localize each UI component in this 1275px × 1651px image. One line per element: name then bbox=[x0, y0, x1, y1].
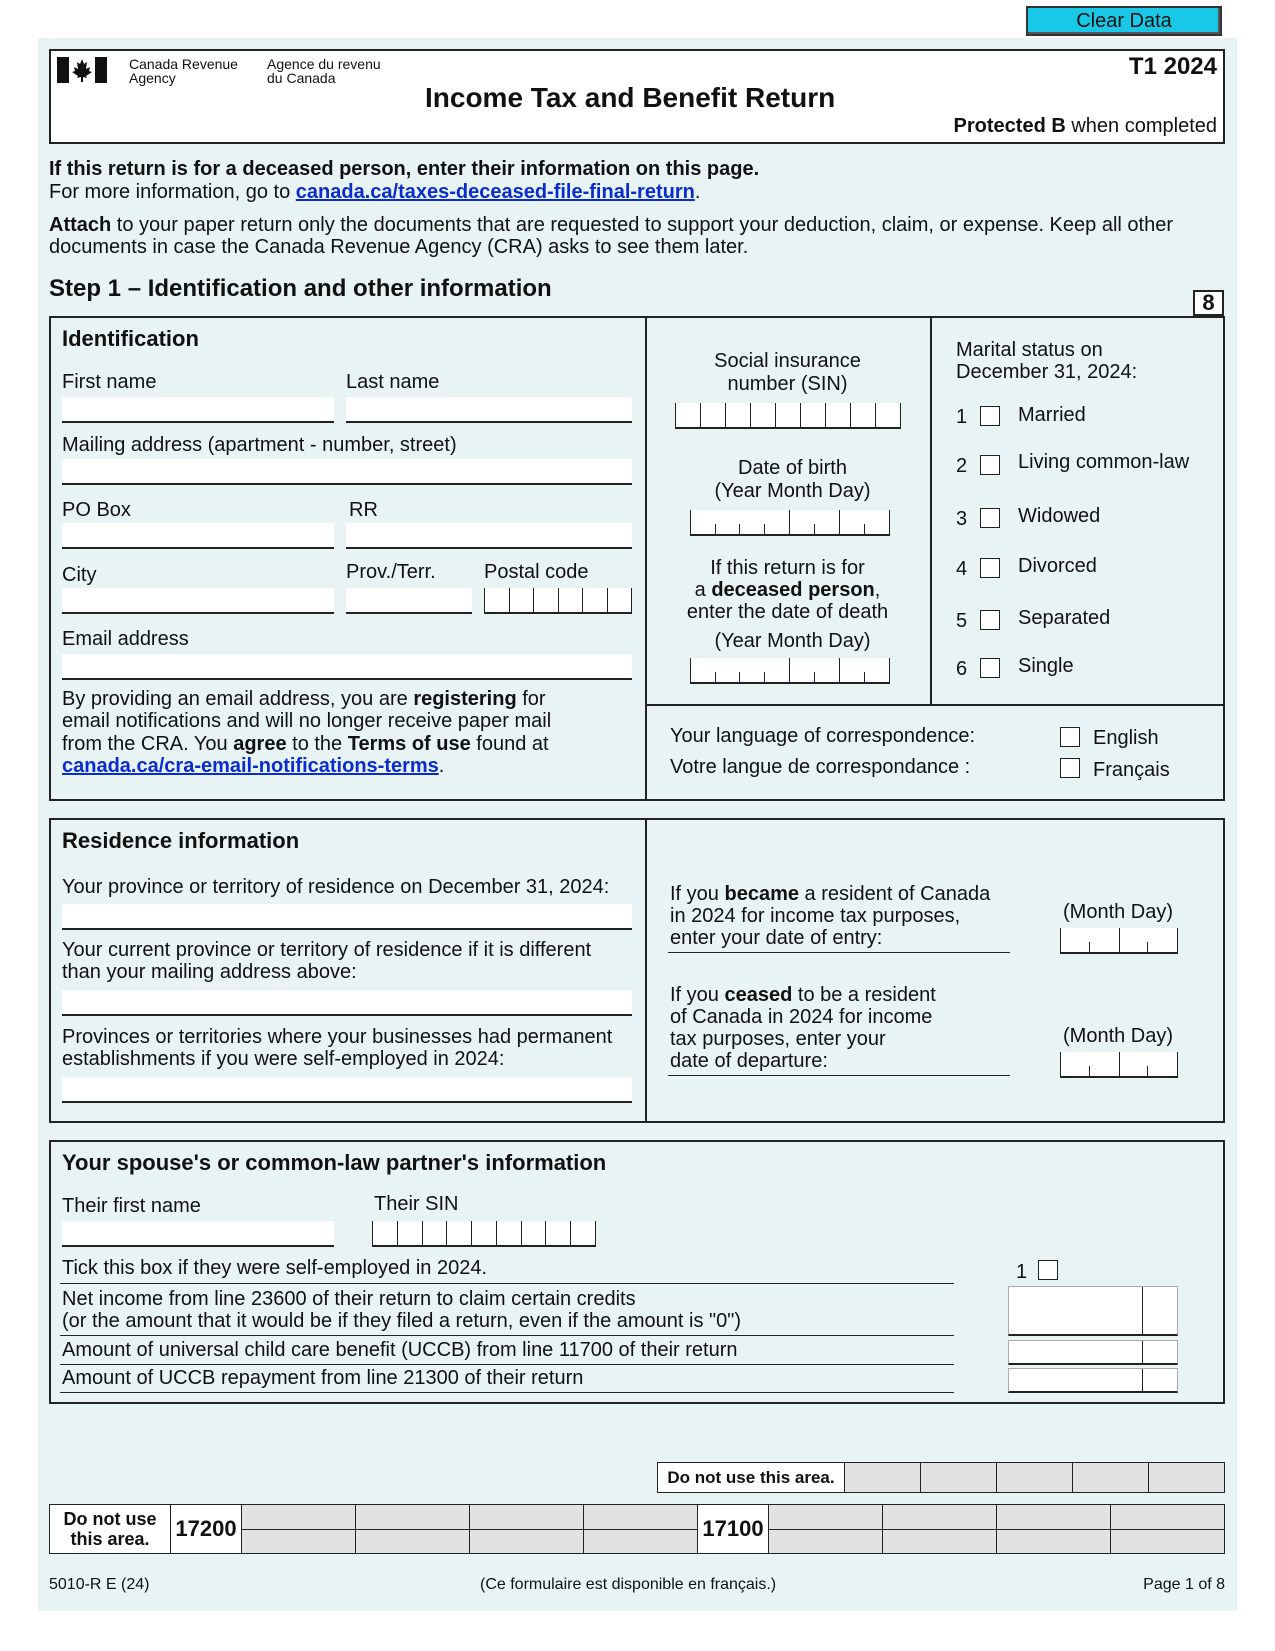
ceased-label-1: If you ceased to be a resident bbox=[670, 984, 936, 1006]
office-code-17100: 17100 bbox=[698, 1505, 769, 1554]
agency-fr-2: du Canada bbox=[267, 70, 336, 86]
spouse-first-name-label: Their first name bbox=[62, 1195, 201, 1217]
office-use-area-bottom bbox=[49, 1504, 1225, 1554]
do-not-use-label-bottom: Do not use this area. bbox=[50, 1505, 171, 1554]
marital-num-1: 1 bbox=[956, 406, 968, 428]
french-availability-note: (Ce formulaire est disponible en français.) bbox=[480, 1576, 777, 1593]
po-box-input[interactable] bbox=[62, 523, 334, 549]
widowed-checkbox[interactable] bbox=[980, 508, 1000, 528]
spouse-title: Your spouse's or common-law partner's information bbox=[62, 1150, 607, 1175]
current-residence-label-1: Your current province or territory of residence if it is different bbox=[62, 939, 592, 961]
prov-terr-input[interactable] bbox=[346, 588, 472, 614]
postal-code-input[interactable] bbox=[484, 588, 632, 614]
ceased-label-3: tax purposes, enter your bbox=[670, 1028, 886, 1050]
marital-title-2: December 31, 2024: bbox=[956, 361, 1138, 383]
spouse-uccb-repayment-input[interactable] bbox=[1008, 1368, 1178, 1393]
step1-title: Step 1 – Identification and other information bbox=[49, 275, 552, 302]
dob-label-1: Date of birth bbox=[738, 457, 847, 479]
email-note-3: from the CRA. You agree to the Terms of use found at bbox=[62, 733, 549, 755]
sin-input[interactable] bbox=[675, 403, 901, 429]
became-label-2: in 2024 for income tax purposes, bbox=[670, 905, 961, 927]
clear-data-button[interactable]: Clear Data bbox=[1026, 6, 1222, 36]
dob-label-2: (Year Month Day) bbox=[714, 480, 871, 502]
common-law-checkbox[interactable] bbox=[980, 455, 1000, 475]
page-number: Page 1 of 8 bbox=[1143, 1576, 1225, 1593]
agency-en-1: Canada Revenue bbox=[129, 56, 238, 72]
email-note-2: email notifications and will no longer receive paper mail bbox=[62, 710, 552, 732]
marital-title-1: Marital status on bbox=[956, 339, 1103, 361]
more-info-line: For more information, go to canada.ca/taxes-deceased-file-final-return. bbox=[49, 181, 701, 203]
death-label-2: a deceased person, bbox=[694, 579, 881, 601]
email-terms-link[interactable]: canada.ca/cra-email-notifications-terms bbox=[62, 755, 439, 777]
current-residence-label-2: than your mailing address above: bbox=[62, 961, 357, 983]
language-prompt-en: Your language of correspondence: bbox=[670, 725, 976, 747]
business-label-1: Provinces or territories where your businesses had permanent bbox=[62, 1026, 613, 1048]
residence-title: Residence information bbox=[62, 828, 300, 853]
uccb-label: Amount of universal child care benefit (UCCB) from line 11700 of their return bbox=[62, 1339, 738, 1361]
marital-num-6: 6 bbox=[956, 658, 968, 680]
widowed-label: Widowed bbox=[1018, 505, 1101, 527]
prov-terr-label: Prov./Terr. bbox=[346, 561, 436, 583]
do-not-use-label-top: Do not use this area. bbox=[658, 1463, 845, 1493]
sin-label-1: Social insurance bbox=[714, 350, 861, 372]
english-label: English bbox=[1093, 727, 1159, 749]
page-title: Income Tax and Benefit Return bbox=[425, 82, 836, 113]
marital-num-2: 2 bbox=[956, 455, 968, 477]
form-code: 5010-R E (24) bbox=[49, 1576, 150, 1593]
office-use-area-top bbox=[657, 1462, 1225, 1493]
mailing-address-label: Mailing address (apartment - number, street) bbox=[62, 434, 457, 456]
agency-fr-1: Agence du revenu bbox=[267, 56, 381, 72]
attach-line-1: Attach to your paper return only the documents that are requested to support your deduction, claim, or expense. Keep all other bbox=[49, 214, 1173, 236]
net-income-label-2: (or the amount that it would be if they filed a return, even if the amount is "0") bbox=[62, 1310, 742, 1332]
spouse-sin-input[interactable] bbox=[372, 1221, 596, 1247]
departure-month-day-label: (Month Day) bbox=[1063, 1025, 1174, 1047]
date-of-departure-input[interactable] bbox=[1060, 1052, 1178, 1078]
english-checkbox[interactable] bbox=[1060, 727, 1080, 747]
header-box bbox=[49, 49, 1225, 144]
marital-num-3: 3 bbox=[956, 508, 968, 530]
became-label-1: If you became a resident of Canada bbox=[670, 883, 991, 905]
form-id: T1 2024 bbox=[1128, 53, 1217, 80]
spouse-self-employed-label: Tick this box if they were self-employed in 2024. bbox=[62, 1257, 488, 1279]
language-prompt-fr: Votre langue de correspondance : bbox=[670, 756, 971, 778]
mailing-address-input[interactable] bbox=[62, 459, 632, 485]
last-name-label: Last name bbox=[346, 371, 440, 393]
ceased-label-4: date of departure: bbox=[670, 1050, 828, 1072]
single-checkbox[interactable] bbox=[980, 658, 1000, 678]
page-box-number: 8 bbox=[1193, 290, 1224, 316]
uccb-repayment-label: Amount of UCCB repayment from line 21300 of their return bbox=[62, 1367, 584, 1389]
divorced-checkbox[interactable] bbox=[980, 558, 1000, 578]
identification-title: Identification bbox=[62, 326, 199, 351]
rr-input[interactable] bbox=[346, 523, 632, 549]
current-residence-input[interactable] bbox=[62, 990, 632, 1016]
deceased-notice: If this return is for a deceased person, enter their information on this page. bbox=[49, 158, 760, 180]
common-law-label: Living common-law bbox=[1018, 451, 1190, 473]
po-box-label: PO Box bbox=[62, 499, 131, 521]
residence-dec31-label: Your province or territory of residence on December 31, 2024: bbox=[62, 876, 610, 898]
married-label: Married bbox=[1018, 404, 1086, 426]
french-checkbox[interactable] bbox=[1060, 758, 1080, 778]
email-note-1: By providing an email address, you are registering for bbox=[62, 688, 546, 710]
became-label-3: enter your date of entry: bbox=[670, 927, 883, 949]
office-code-17200: 17200 bbox=[171, 1505, 242, 1554]
separated-checkbox[interactable] bbox=[980, 610, 1000, 630]
rr-label: RR bbox=[349, 499, 378, 521]
self-employed-box-number: 1 bbox=[1016, 1261, 1028, 1283]
marital-num-5: 5 bbox=[956, 610, 968, 632]
separated-label: Separated bbox=[1018, 607, 1111, 629]
business-provinces-input[interactable] bbox=[62, 1077, 632, 1103]
business-label-2: establishments if you were self-employed in 2024: bbox=[62, 1048, 505, 1070]
date-of-death-input[interactable] bbox=[690, 658, 890, 684]
city-input[interactable] bbox=[62, 588, 334, 614]
marital-num-4: 4 bbox=[956, 558, 968, 580]
attach-line-2: documents in case the Canada Revenue Agency (CRA) asks to see them later. bbox=[49, 236, 749, 258]
spouse-uccb-input[interactable] bbox=[1008, 1340, 1178, 1365]
agency-en-2: Agency bbox=[129, 70, 176, 86]
first-name-input[interactable] bbox=[62, 397, 334, 423]
spouse-sin-label: Their SIN bbox=[374, 1193, 459, 1215]
divorced-label: Divorced bbox=[1018, 555, 1097, 577]
death-label-1: If this return is for bbox=[710, 557, 865, 579]
married-checkbox[interactable] bbox=[980, 406, 1000, 426]
last-name-input[interactable] bbox=[346, 397, 632, 423]
death-label-4: (Year Month Day) bbox=[714, 630, 871, 652]
email-label: Email address bbox=[62, 628, 189, 650]
net-income-label-1: Net income from line 23600 of their return to claim certain credits bbox=[62, 1288, 636, 1310]
deceased-info-link[interactable]: canada.ca/taxes-deceased-file-final-return bbox=[295, 181, 695, 203]
french-label: Français bbox=[1093, 759, 1170, 781]
postal-code-label: Postal code bbox=[484, 561, 589, 583]
date-of-entry-input[interactable] bbox=[1060, 928, 1178, 954]
sin-label-2: number (SIN) bbox=[727, 373, 848, 395]
protected-status: Protected B when completed bbox=[953, 115, 1217, 137]
ceased-label-2: of Canada in 2024 for income bbox=[670, 1006, 933, 1028]
canada-flag-icon bbox=[57, 57, 107, 83]
residence-dec31-input[interactable] bbox=[62, 904, 632, 930]
spouse-net-income-input[interactable] bbox=[1008, 1286, 1178, 1336]
email-input[interactable] bbox=[62, 654, 632, 680]
single-label: Single bbox=[1018, 655, 1074, 677]
date-of-birth-input[interactable] bbox=[690, 510, 890, 536]
spouse-self-employed-checkbox[interactable] bbox=[1038, 1260, 1058, 1280]
city-label: City bbox=[62, 564, 97, 586]
death-label-3: enter the date of death bbox=[686, 601, 889, 623]
spouse-first-name-input[interactable] bbox=[62, 1221, 334, 1247]
email-note-4: canada.ca/cra-email-notifications-terms. bbox=[62, 755, 445, 777]
first-name-label: First name bbox=[62, 371, 157, 393]
entry-month-day-label: (Month Day) bbox=[1063, 901, 1174, 923]
